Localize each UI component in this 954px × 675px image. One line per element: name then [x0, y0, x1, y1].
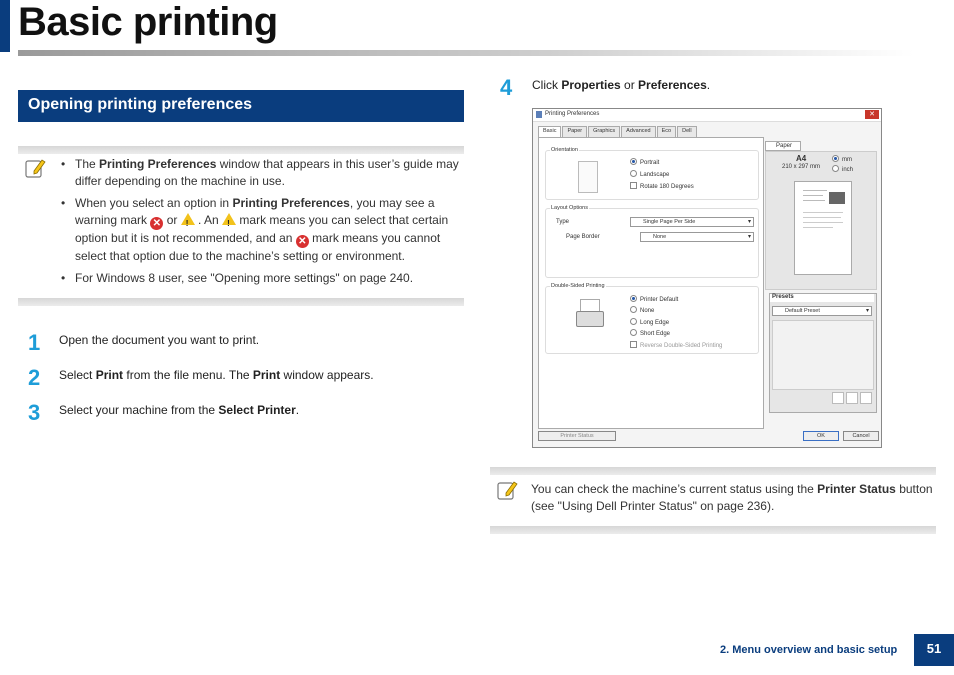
note-bullet-1: • The Printing Preferences window that appears in this user’s guide may differ depending on the machine in use. — [59, 156, 465, 190]
orientation-label: Orientation — [551, 147, 578, 153]
paper-info-box — [765, 151, 877, 179]
layout-label: Layout Options — [551, 205, 588, 211]
step-number: 3 — [28, 400, 41, 425]
dialog-titlebar — [533, 109, 881, 122]
tab-advanced[interactable]: Advanced — [621, 126, 655, 138]
step-number: 1 — [28, 330, 41, 355]
preview-pane — [765, 141, 875, 411]
tab-dell[interactable]: Dell — [677, 126, 696, 138]
paper-size: A4 — [796, 154, 807, 163]
tab-eco[interactable]: Eco — [657, 126, 676, 138]
orientation-group — [545, 147, 759, 200]
duplex-printer-icon — [576, 299, 604, 329]
page-number: 51 — [914, 634, 954, 666]
page-preview — [794, 181, 852, 275]
unit-inch[interactable]: inch — [832, 165, 853, 173]
tab-paper[interactable]: Paper — [562, 126, 587, 138]
error-x-icon: ✕ — [296, 235, 309, 248]
step-text: Click Properties or Preferences. — [532, 78, 711, 92]
step-number: 4 — [500, 75, 513, 100]
presets-box — [769, 293, 877, 413]
step-text: Open the document you want to print. — [59, 333, 260, 347]
note-pencil-icon — [24, 157, 46, 179]
title-accent-bar — [0, 0, 10, 52]
duplex-label: Double-Sided Printing — [551, 283, 605, 289]
layout-group — [545, 205, 759, 278]
preview-image — [829, 192, 845, 204]
portrait-page-icon — [578, 161, 598, 193]
presets-label: Presets — [770, 294, 874, 302]
warning-icon: ! — [222, 213, 236, 225]
duplex-printer-default[interactable]: Printer Default — [630, 295, 678, 303]
note-top-bar — [18, 146, 464, 154]
footer-chapter: 2. Menu overview and basic setup — [720, 644, 898, 656]
tab-basic[interactable]: Basic — [538, 126, 561, 138]
edit-preset-icon[interactable] — [846, 392, 858, 404]
section-heading: Opening printing preferences — [18, 90, 464, 122]
type-select[interactable]: Single Page Per Side ▾ — [630, 217, 754, 227]
unit-mm[interactable]: mm — [832, 155, 852, 163]
basic-panel — [538, 137, 764, 429]
type-label: Type — [556, 219, 570, 225]
close-icon[interactable]: ✕ — [865, 110, 879, 119]
tab-graphics[interactable]: Graphics — [588, 126, 620, 138]
page-preview-area — [765, 177, 877, 290]
dialog-title: Printing Preferences — [545, 111, 600, 117]
step-text: Select your machine from the Select Printer. — [59, 403, 300, 417]
duplex-group — [545, 283, 759, 354]
delete-preset-icon[interactable] — [860, 392, 872, 404]
cancel-button[interactable]: Cancel — [843, 431, 879, 441]
page-border-label: Page Border — [566, 234, 600, 240]
page-title: Basic printing — [18, 0, 278, 44]
error-x-icon: ✕ — [150, 217, 163, 230]
paper-tab[interactable]: Paper — [765, 141, 801, 151]
presets-select[interactable]: Default Preset ▾ — [772, 306, 872, 316]
note-bullets — [59, 156, 465, 292]
paper-dimensions: 210 x 297 mm — [782, 164, 821, 170]
portrait-option[interactable]: Portrait — [630, 158, 659, 166]
presets-list — [772, 320, 874, 390]
step-number: 2 — [28, 365, 41, 390]
printing-preferences-dialog — [532, 108, 882, 448]
duplex-short-edge[interactable]: Short Edge — [630, 329, 670, 337]
reverse-duplex-checkbox[interactable]: Reverse Double-Sided Printing — [630, 341, 722, 349]
note-text: You can check the machine’s current status using the Printer Status button (see "Using Dell Printer Status" on page 236). — [531, 482, 933, 513]
note-bullet-2: • When you select an option in Printing Preferences, you may see a warning mark ✕ or ! . An ! mark means you can select that certain option but it is not recommended, and an ✕ mark means you cannot select that option due to the machine’s setting or environment. — [59, 195, 465, 265]
note-bullet-3: • For Windows 8 user, see "Opening more settings" on page 240. — [59, 270, 465, 287]
page-border-select[interactable]: None ▾ — [640, 232, 754, 242]
duplex-long-edge[interactable]: Long Edge — [630, 318, 669, 326]
step-text: Select Print from the file menu. The Print window appears. — [59, 368, 374, 382]
note-bottom-bar — [18, 298, 464, 306]
printer-icon — [536, 111, 542, 118]
ok-button[interactable]: OK — [803, 431, 839, 441]
landscape-option[interactable]: Landscape — [630, 170, 669, 178]
note-top-bar — [490, 467, 936, 475]
note-bottom-bar — [490, 526, 936, 534]
warning-icon: ! — [181, 213, 195, 225]
rotate-checkbox[interactable]: Rotate 180 Degrees — [630, 182, 694, 190]
duplex-none[interactable]: None — [630, 306, 654, 314]
note-pencil-icon — [496, 479, 518, 501]
printer-status-button[interactable]: Printer Status — [538, 431, 616, 441]
save-preset-icon[interactable] — [832, 392, 844, 404]
title-rule — [18, 50, 914, 56]
